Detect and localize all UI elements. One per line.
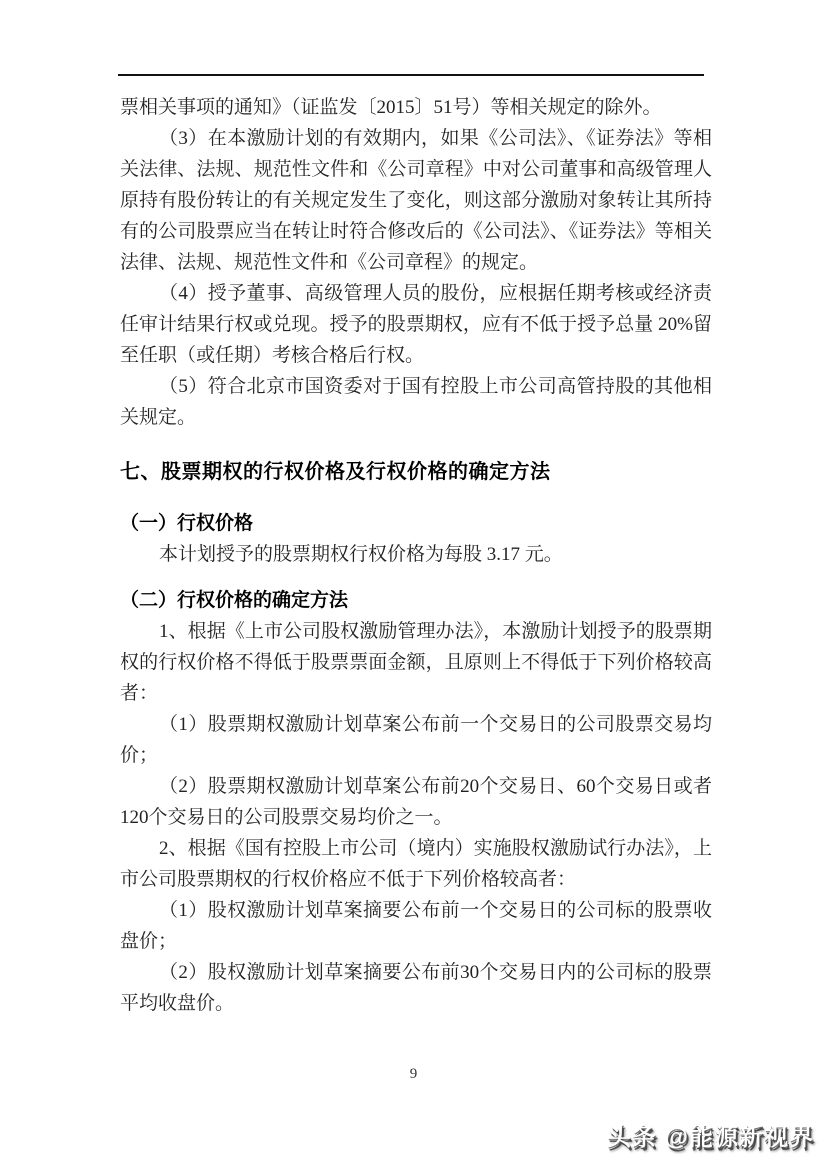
paragraph-method-2-item-1: （1）股权激励计划草案摘要公布前一个交易日的公司标的股票收盘价； xyxy=(120,900,712,952)
page-number: 9 xyxy=(409,1066,418,1082)
watermark-toutiao: 头条 @能源新视界 xyxy=(606,1124,814,1151)
paragraph-method-1-item-2: （2）股票期权激励计划草案公布前20个交易日、60个交易日或者120个交易日的公司股票交易均价之一。 xyxy=(120,776,712,828)
paragraph-method-1-item-1: （1）股票期权激励计划草案公布前一个交易日的公司股票交易均价； xyxy=(120,714,712,766)
paragraph-method-2: 2、根据《国有控股上市公司（境内）实施股权激励试行办法》，上市公司股票期权的行权价格应不低于下列价格较高者： xyxy=(120,838,712,890)
subsection-heading-2: （二）行权价格的确定方法 xyxy=(120,590,349,611)
paragraph-clause-5: （5）符合北京市国资委对于国有控股上市公司高管持股的其他相关规定。 xyxy=(120,376,712,428)
header-rule xyxy=(118,74,704,76)
document-body xyxy=(120,92,712,1019)
paragraph-clause-4: （4）授予董事、高级管理人员的股份，应根据任期考核或经济责任审计结果行权或兑现。授予的股票期权，应有不低于授予总量 20%留至任职（或任期）考核合格后行权。 xyxy=(120,283,712,366)
section-heading-7: 七、股票期权的行权价格及行权价格的确定方法 xyxy=(120,461,551,483)
paragraph-continuation: 票相关事项的通知》（证监发〔2015〕51号）等相关规定的除外。 xyxy=(120,97,662,118)
paragraph-clause-3: （3）在本激励计划的有效期内，如果《公司法》、《证券法》等相关法律、法规、规范性文件和《公司章程》中对公司董事和高级管理人原持有股份转让的有关规定发生了变化，则这部分激励对象转让其所持有的公司股票应当在转让时符合修改后的《公司法》、《证券法》等相关法律、法规、规范性文件和《公司章程》的规定。 xyxy=(120,128,712,273)
subsection-heading-1: （一）行权价格 xyxy=(120,513,254,534)
paragraph-method-2-item-2: （2）股权激励计划草案摘要公布前30个交易日内的公司标的股票平均收盘价。 xyxy=(120,962,712,1014)
paragraph-exercise-price: 本计划授予的股票期权行权价格为每股 3.17 元。 xyxy=(159,544,563,565)
paragraph-method-1: 1、根据《上市公司股权激励管理办法》，本激励计划授予的股票期权的行权价格不得低于股票票面金额，且原则上不得低于下列价格较高者： xyxy=(120,621,712,704)
